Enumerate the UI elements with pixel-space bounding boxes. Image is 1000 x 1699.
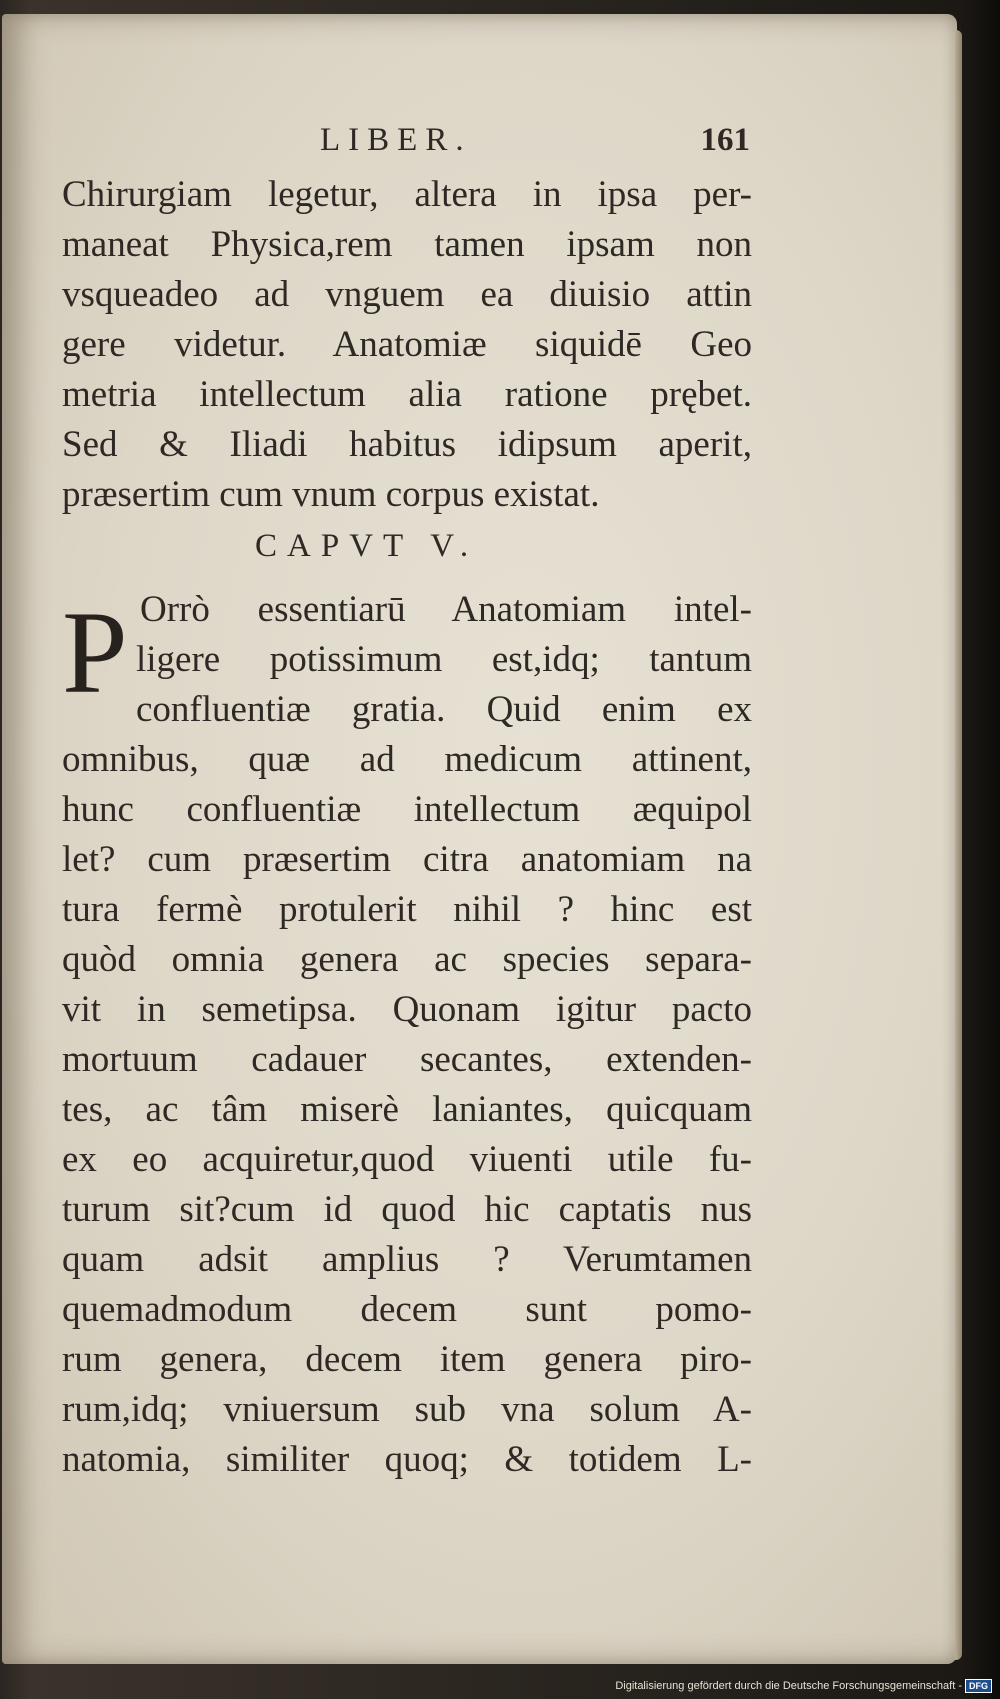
text-line: let? cum præsertim citra anatomiam na: [62, 839, 752, 880]
text-line: præsertim cum vnum corpus existat.: [62, 474, 600, 515]
text-line: maneat Physica,rem tamen ipsam non: [62, 224, 752, 265]
text-line: rum genera, decem item genera piro-: [62, 1339, 752, 1380]
text-line: tura fermè protulerit nihil ? hinc est: [62, 889, 752, 930]
text-line: Orrò essentiarū Anatomiam intel-: [140, 589, 752, 630]
page-number: 161: [700, 122, 750, 158]
text-line: Sed & Iliadi habitus idipsum aperit,: [62, 424, 752, 465]
paragraph-2: [62, 585, 752, 1485]
text-line: vit in semetipsa. Quonam igitur pacto: [62, 989, 752, 1030]
text-line: confluentiæ gratia. Quid enim ex: [136, 689, 752, 730]
page-header: [60, 122, 750, 170]
text-line: tes, ac tâm miserè laniantes, quicquam: [62, 1089, 752, 1130]
text-line: ex eo acquiretur,quod viuenti utile fu-: [62, 1139, 752, 1180]
running-head: LIBER.: [320, 122, 472, 158]
text-line: omnibus, quæ ad medicum attinent,: [62, 739, 752, 780]
text-line: vsqueadeo ad vnguem ea diuisio attin: [62, 274, 752, 315]
text-line: rum,idq; vniuersum sub vna solum A-: [62, 1389, 752, 1430]
text-line: gere videtur. Anatomiæ siquidē Geo: [62, 324, 752, 365]
drop-cap-initial: P: [62, 587, 128, 718]
text-line: quam adsit amplius ? Verumtamen: [62, 1239, 752, 1280]
page-edge: [955, 30, 962, 1660]
text-line: quòd omnia genera ac species separa-: [62, 939, 752, 980]
text-line: ligere potissimum est,idq; tantum: [136, 639, 752, 680]
text-line: turum sit?cum id quod hic captatis nus: [62, 1189, 752, 1230]
dfg-logo: DFG: [965, 1679, 992, 1693]
text-line: natomia, similiter quoq; & totidem L-: [62, 1439, 752, 1480]
text-line: Chirurgiam legetur, altera in ipsa per-: [62, 174, 752, 215]
text-line: metria intellectum alia ratione prębet.: [62, 374, 752, 415]
credit-text: Digitalisierung gefördert durch die Deutsche Forschungsgemeinschaft -: [615, 1680, 962, 1692]
paragraph-1: [62, 170, 752, 520]
text-line: hunc confluentiæ intellectum æquipol: [62, 789, 752, 830]
text-line: mortuum cadauer secantes, extenden-: [62, 1039, 752, 1080]
chapter-heading: CAPVT V.: [255, 528, 479, 564]
digitization-credit: [615, 1679, 992, 1693]
text-line: quemadmodum decem sunt pomo-: [62, 1289, 752, 1330]
